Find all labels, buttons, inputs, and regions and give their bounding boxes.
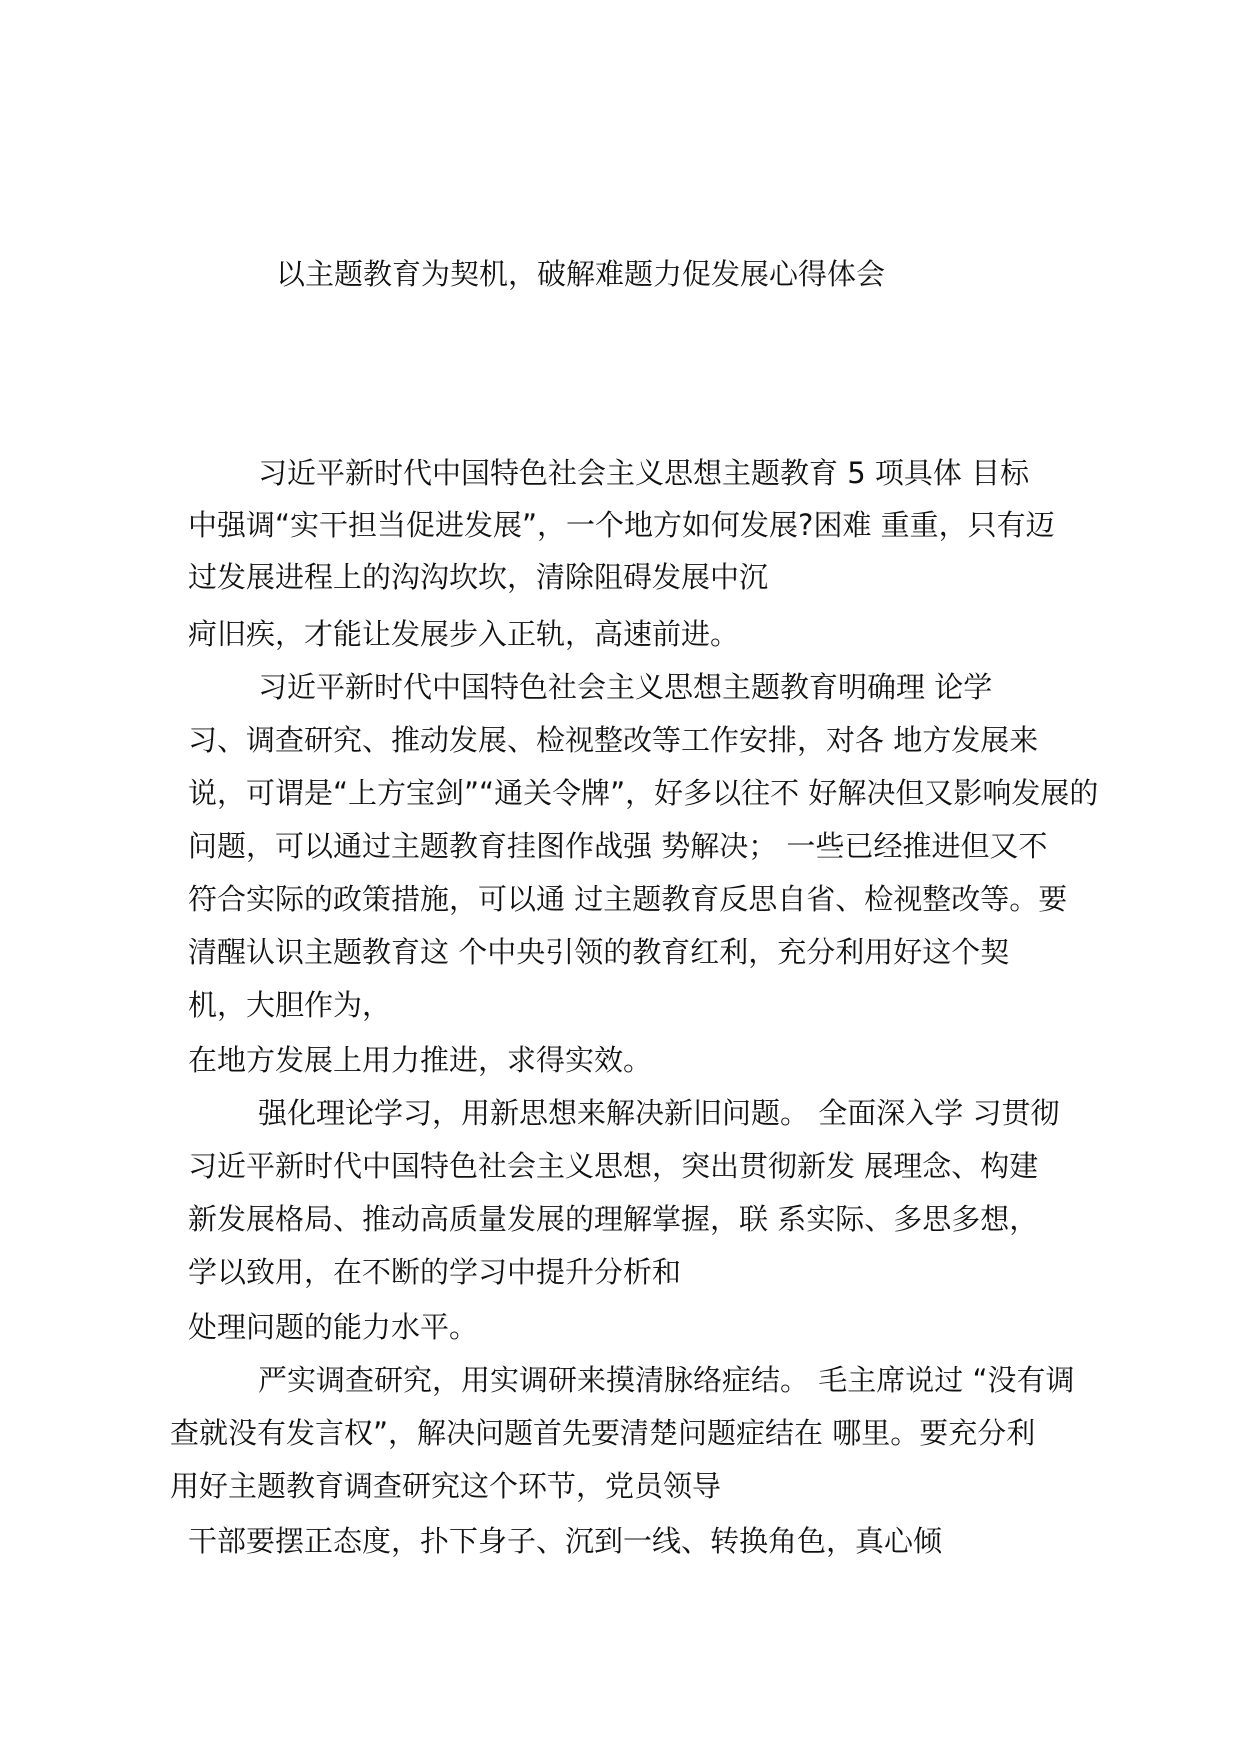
paragraph-4-line-4: 干部要摆正态度，扑下身子、沉到一线、转换角色，真心倾 [188, 1524, 943, 1558]
paragraph-2-line-5: 符合实际的政策措施，可以通 过主题教育反思自省、检视整改等。要 [188, 882, 1068, 916]
paragraph-4-line-1: 严实调查研究，用实调研来摸清脉络症结。 毛主席说过 “没有调 [258, 1363, 1075, 1397]
paragraph-3-line-5: 处理问题的能力水平。 [188, 1310, 479, 1344]
paragraph-3-line-4: 学以致用，在不断的学习中提升分析和 [188, 1255, 682, 1289]
paragraph-2-line-4: 问题，可以通过主题教育挂图作战强 势解决； 一些已经推进但又不 [188, 829, 1048, 863]
paragraph-1-line-4: 疴旧疾，才能让发展步入正轨，高速前进。 [188, 617, 740, 651]
paragraph-2-line-8: 在地方发展上用力推进，求得实效。 [188, 1043, 653, 1077]
document-title: 以主题教育为契机，破解难题力促发展心得体会 [276, 257, 886, 291]
paragraph-3-line-2: 习近平新时代中国特色社会主义思想，突出贯彻新发 展理念、构建 [188, 1149, 1039, 1183]
paragraph-4-line-3: 用好主题教育调查研究这个环节，党员领导 [170, 1469, 722, 1503]
paragraph-3-line-3: 新发展格局、推动高质量发展的理解掌握，联 系实际、多思多想， [188, 1202, 1039, 1236]
paragraph-2-line-3: 说，可谓是“上方宝剑”“通关令牌”，好多以往不 好解决但又影响发展的 [188, 776, 1099, 810]
paragraph-2-line-1: 习近平新时代中国特色社会主义思想主题教育明确理 论学 [258, 670, 993, 704]
paragraph-1-line-2: 中强调“实干担当促进发展”，一个地方如何发展?困难 重重，只有迈 [188, 508, 1055, 542]
paragraph-3-line-1: 强化理论学习，用新思想来解决新旧问题。 全面深入学 习贯彻 [258, 1096, 1060, 1130]
paragraph-2-line-6: 清醒认识主题教育这 个中央引领的教育红利，充分利用好这个契 [188, 935, 1010, 969]
paragraph-4-line-2: 查就没有发言权”，解决问题首先要清楚问题症结在 哪里。要充分利 [170, 1416, 1036, 1450]
paragraph-2-line-7: 机，大胆作为， [188, 988, 392, 1022]
paragraph-1-line-3: 过发展进程上的沟沟坎坎，清除阻碍发展中沉 [188, 560, 769, 594]
paragraph-1-line-1: 习近平新时代中国特色社会主义思想主题教育 5 项具体 目标 [258, 456, 1030, 490]
paragraph-2-line-2: 习、调查研究、推动发展、检视整改等工作安排，对各 地方发展来 [188, 723, 1039, 757]
